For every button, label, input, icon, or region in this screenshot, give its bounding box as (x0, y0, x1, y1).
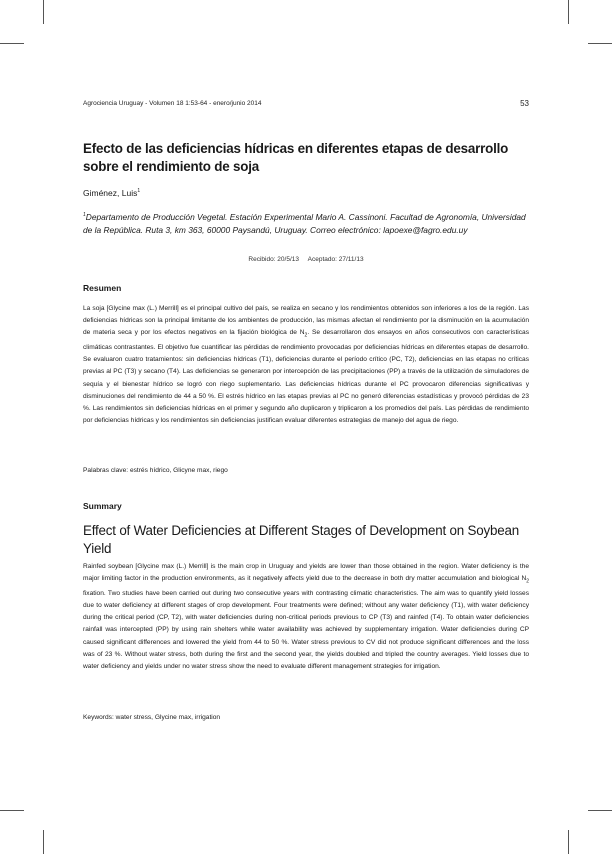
resumen-text-part1: La soja [Glycine max (L.) Merrill] es el principal cultivo del país, se realiza en secano y los rendimientos obtenidos son inferiores a los de la región. Las deficiencias hídricas son la principal limitante de los ambientes de producción, las mismas afectan el rendimiento por la disminución en la acumulación de materia seca y por los efectos negativos en la fijación biológica de N (83, 305, 529, 337)
crop-mark (43, 830, 44, 854)
resumen-heading: Resumen (83, 283, 122, 293)
summary-title: Effect of Water Deficiencies at Different Stages of Development on Soybean Yield (83, 523, 520, 556)
summary-abstract (83, 561, 529, 673)
crop-mark (568, 0, 569, 24)
author-footnote-mark: 1 (137, 188, 141, 195)
keywords-label: Palabras clave: (83, 467, 129, 474)
affiliation-text: Departamento de Producción Vegetal. Estación Experimental Mario A. Cassinoni. Facultad de Agronomía, Universidad de la República. Ruta 3, km 363, 60000 Paysandú, Uruguay. Correo electrónico: lapoexe@fagro.edu.uy (83, 211, 526, 235)
resumen-text-part2: . Se desarrollaron dos ensayos en años consecutivos con características climáticas contrastantes. El objetivo fue cuantificar las pérdidas de rendimiento provocadas por deficiencias hídricas en diferentes etapas de desarrollo. Se evaluaron cuatro tratamientos: sin deficiencias hídricas (T1), deficiencias durante el período crítico (PC, T2), deficiencias en las etapas no críticas previas al PC (T3) y secano (T4). Las deficiencias se generaron por intercepción de las precipitaciones (PP) a través de la utilización de simuladores de sequía y el bienestar hídrico se logró con riego suplementario. Las deficiencias hídricas durante el PC provocaron diferencias significativas y disminuciones del rendimiento de 44 a 50 %. El estrés hídrico en las etapas previas al PC no generó diferencias estadísticas y provocó pérdidas de 23 %. Las rendimientos sin deficiencias hídricas en el primer y segundo año duplicaron y triplicaron a los promedios del país. Las pérdidas de rendimiento por deficiencias hídricas y los rendimientos sin deficiencias justifican evaluar diferentes estrategias de manejo del agua de riego. (83, 329, 530, 425)
page-number: 53 (520, 99, 529, 108)
summary-keywords (83, 714, 220, 721)
crop-mark (0, 43, 24, 44)
author (83, 188, 140, 198)
subscript: 2 (526, 578, 529, 585)
keywords-value: water stress, Glycine max, irrigation (115, 714, 221, 721)
summary-heading: Summary (83, 501, 122, 511)
summary-text-part1: Rainfed soybean [Glycine max (L.) Merrill] is the main crop in Uruguay and yields are lower than those obtained in the region. Water deficiency is the major limiting factor in the production environments, as it negatively affects yield due to the decrease in both dry matter accumulation and biological N (83, 563, 529, 583)
subscript: 2 (304, 332, 308, 339)
affiliation-footnote-mark: 1 (83, 212, 86, 218)
author-name: Giménez, Luis (83, 188, 138, 198)
summary-text-part2: fixation. Two studies have been carried out during two consecutive years with contrasting climatic characteristics. The aim was to quantify yield losses due to water deficiency at different stages of crop development. Four treatments were defined; without any water deficiency (T1), with water deficiency during the critical period (CP, T2), with water deficiencies during non-critical periods previous to CP (T3) and rainfed (T4). To obtain water deficiencies rainfall was intercepted (PP) by using rain shelters while water availability was achieved by supplementary irrigation. Water deficiencies during CP caused significant differences and lowered the yield from 44 to 50 %. Water stress previous to CV did not produce significant differences and the loss was of 23 %. Without water stress, both during the first and the second year, the yields doubled and tripled the country averages. Yield losses due to water deficiency and yields under no water stress show the need to evaluate different management strategies for irrigation. (83, 589, 529, 670)
crop-mark (0, 810, 24, 811)
received-accepted-dates: Recibido: 20/5/13 Aceptado: 27/11/13 (248, 256, 364, 263)
keywords-value: estrés hídrico, Glicyne max, riego (129, 467, 228, 474)
article-title: Efecto de las deficiencias hídricas en diferentes etapas de desarrollo sobre el rendimiento de soja (83, 141, 509, 174)
affiliation (83, 209, 529, 237)
journal-citation: Agrociencia Uruguay - Volumen 18 1:53-64 - enero/junio 2014 (83, 100, 262, 107)
crop-mark (43, 0, 44, 24)
crop-mark (568, 830, 569, 854)
resumen-abstract (83, 303, 529, 427)
running-header (83, 100, 529, 107)
resumen-keywords (83, 467, 228, 474)
crop-mark (588, 43, 612, 44)
crop-mark (588, 810, 612, 811)
keywords-label: Keywords: (83, 714, 114, 721)
